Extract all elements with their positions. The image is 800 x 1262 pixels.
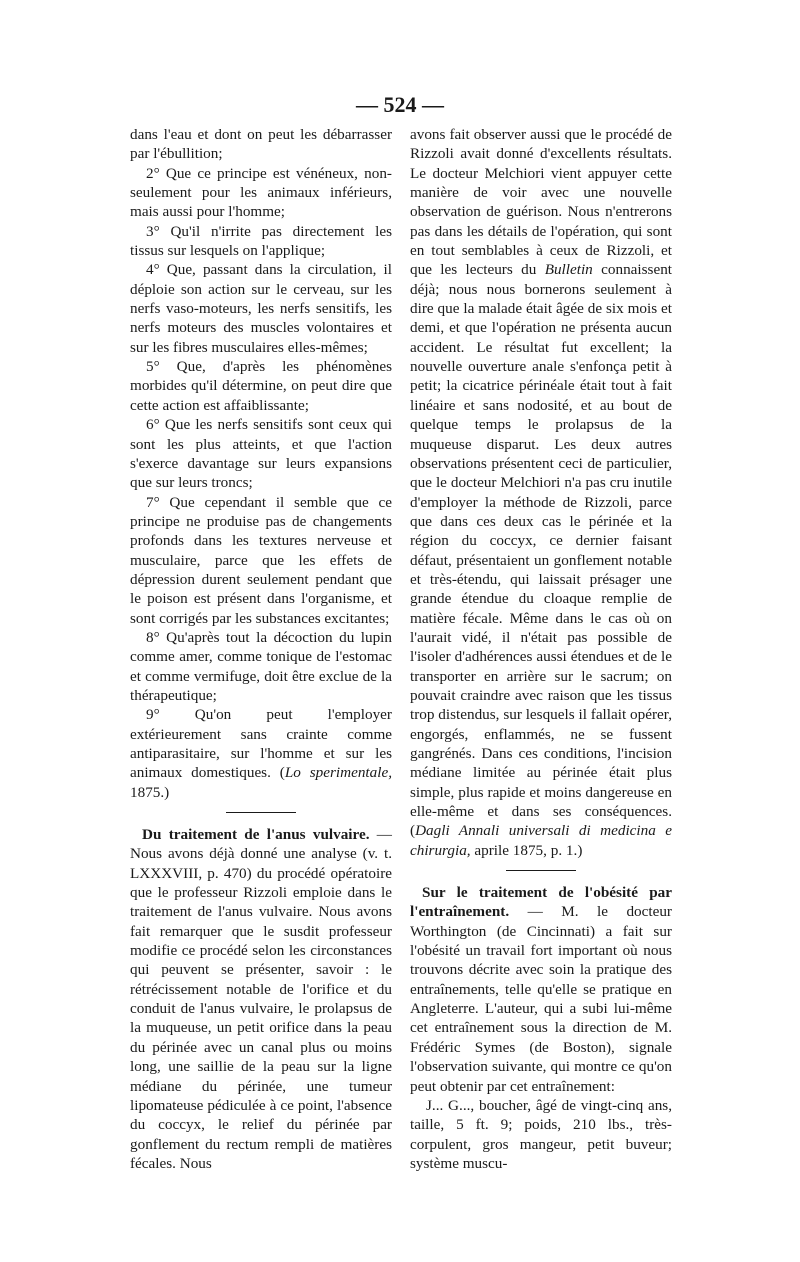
- list-item-6: 6° Que les nerfs sensitifs sont ceux qui sont les plus atteints, et que l'action s'exerce davantage sur leurs expansions que sur leurs troncs;: [130, 416, 392, 492]
- source-year: 1875.): [130, 783, 170, 801]
- list-item-2: 2° Que ce principe est vénéneux, non-seulement pour les animaux inférieurs, mais aussi pour l'homme;: [130, 164, 392, 221]
- paragraph-continuation: dans l'eau et dont on peut les débarrasser par l'ébullition;: [130, 126, 392, 163]
- source-citation: Dagli Annali universali di medicina e chirurgia,: [410, 822, 672, 859]
- list-item-8: 8° Qu'après tout la décoction du lupin comme amer, comme tonique de l'estomac et comme vermifuge, doit être exclue de la thérapeutique;: [130, 628, 392, 704]
- article-anus-vulvaire: [130, 825, 392, 1173]
- section-divider: [226, 812, 296, 813]
- page-number: — 524 —: [356, 92, 444, 117]
- list-item-7: 7° Que cependant il semble que ce principe ne produise pas de changements profonds dans les textures nerveuse et musculaire, parce que les effets de dépression durent seulement pendant que le poison est présent dans l'organisme, et sont corrigés par les substances excitantes;: [130, 493, 392, 627]
- list-item-9-text: 9° Qu'on peut l'employer extérieurement sans crainte comme antiparasitaire, sur l'homme et sur les animaux domestiques. (: [130, 706, 392, 782]
- article-title: Du traitement de l'anus vulvaire.: [142, 826, 370, 844]
- source-citation: Lo sperimentale,: [284, 764, 392, 782]
- right-column: [410, 125, 672, 1173]
- article-obesite: [410, 883, 672, 1096]
- list-item-4: 4° Que, passant dans la circulation, il déploie son action sur le cerveau, sur les nerfs vaso-moteurs, les nerfs sensitifs, les nerfs moteurs des muscles volontaires et sur les fibres musculaires elles-mêmes;: [130, 261, 392, 356]
- list-item-3: 3° Qu'il n'irrite pas directement les tissus sur lesquels on l'applique;: [130, 222, 392, 260]
- list-item-9: [130, 705, 392, 802]
- article-title: Sur le traitement de l'obésité par l'entraînement.: [410, 884, 672, 921]
- left-column: [130, 125, 392, 1173]
- section-divider: [506, 870, 576, 871]
- paragraph-text: avons fait observer aussi que le procédé de Rizzoli avait donné d'excellents résultats. Le docteur Melchiori vient appuyer cette manière de voir avec une nouvelle observation de guérison. Nous n'entrerons pas dans les détails de l'opération, qui sont en tout semblables à ceux de Rizzoli, et que les lecteurs du: [410, 126, 672, 279]
- observation-paragraph: J... G..., boucher, âgé de vingt-cinq ans, taille, 5 ft. 9; poids, 210 lbs., très-corpulent, gros mangeur, petit buveur; système muscu-: [410, 1096, 672, 1172]
- article-text: — M. le docteur Worthington (de Cincinnati) a fait sur l'obésité un travail fort important où nous trouvons décrite avec soin la pratique des entraînements, telle qu'elle se pratique en Angleterre. L'auteur, qui a subi lui-même cet entraînement sous la direction de M. Frédéric Symes (de Boston), signale l'observation suivante, qui montre ce qu'on peut obtenir par cet entraînement:: [410, 903, 672, 1095]
- journal-name: Bulletin: [544, 261, 593, 279]
- paragraph-continuation: [410, 125, 672, 860]
- source-date: aprile 1875, p. 1.): [470, 841, 583, 859]
- list-item-5: 5° Que, d'après les phénomènes morbides qu'il détermine, on peut dire que cette action est affaiblissante;: [130, 358, 392, 414]
- article-text: — Nous avons déjà donné une analyse (v. t. LXXXVIII, p. 470) du procédé opératoire que le professeur Rizzoli emploie dans le traitement de l'anus vulvaire. Nous avons fait remarquer que le susdit professeur modifie ce procédé selon les circonstances qui peuvent se présenter, savoir : le rétrécissement notable de l'orifice et du conduit de l'anus vulvaire, le prolapsus de la muqueuse, un petit orifice dans la peau du périnée avec un canal plus ou moins long, une saillie de la peau sur la ligne médiane du périnée, une tumeur lipomateuse pédiculée à ce point, l'absence du coccyx, le relief du périnée par gonflement du rectum rempli de matières fécales. Nous: [130, 826, 392, 1172]
- paragraph-text-continued: connaissent déjà; nous nous bornerons seulement à dire que la malade était âgée de six mois et demi, et que l'opération ne présenta aucun accident. Le résultat fut excellent; la nouvelle ouverture anale s'enfonça petit à petit; la cicatrice périnéale était tout à fait linéaire et sans nodosité, et au bout de quelque temps le prolapsus de la muqueuse disparut. Les deux autres observations présentent ceci de particulier, que le docteur Melchiori n'a pas cru inutile d'employer la méthode de Rizzoli, parce que dans ces deux cas le périnée et la région du coccyx, ce dernier faisant défaut, présentaient un gonflement notable et très-étendu, qui laissait présager une grande étendue du cloaque remplie de matière fécale. Même dans le cas où on l'aurait vidé, il n'était pas possible de l'isoler d'adhérences aussi étendues et de le transporter en arrière sur le sacrum; on pouvait craindre avec raison que les tissus trop distendus, sur lesquels il fallait opérer, engorgés, enflammés, ne se fussent gangrénés. Dans ces conditions, l'incision médiane limitée au périnée était plus simple, plus rapide et moins dangereuse en elle-même et dans ses conséquences. (: [410, 261, 673, 840]
